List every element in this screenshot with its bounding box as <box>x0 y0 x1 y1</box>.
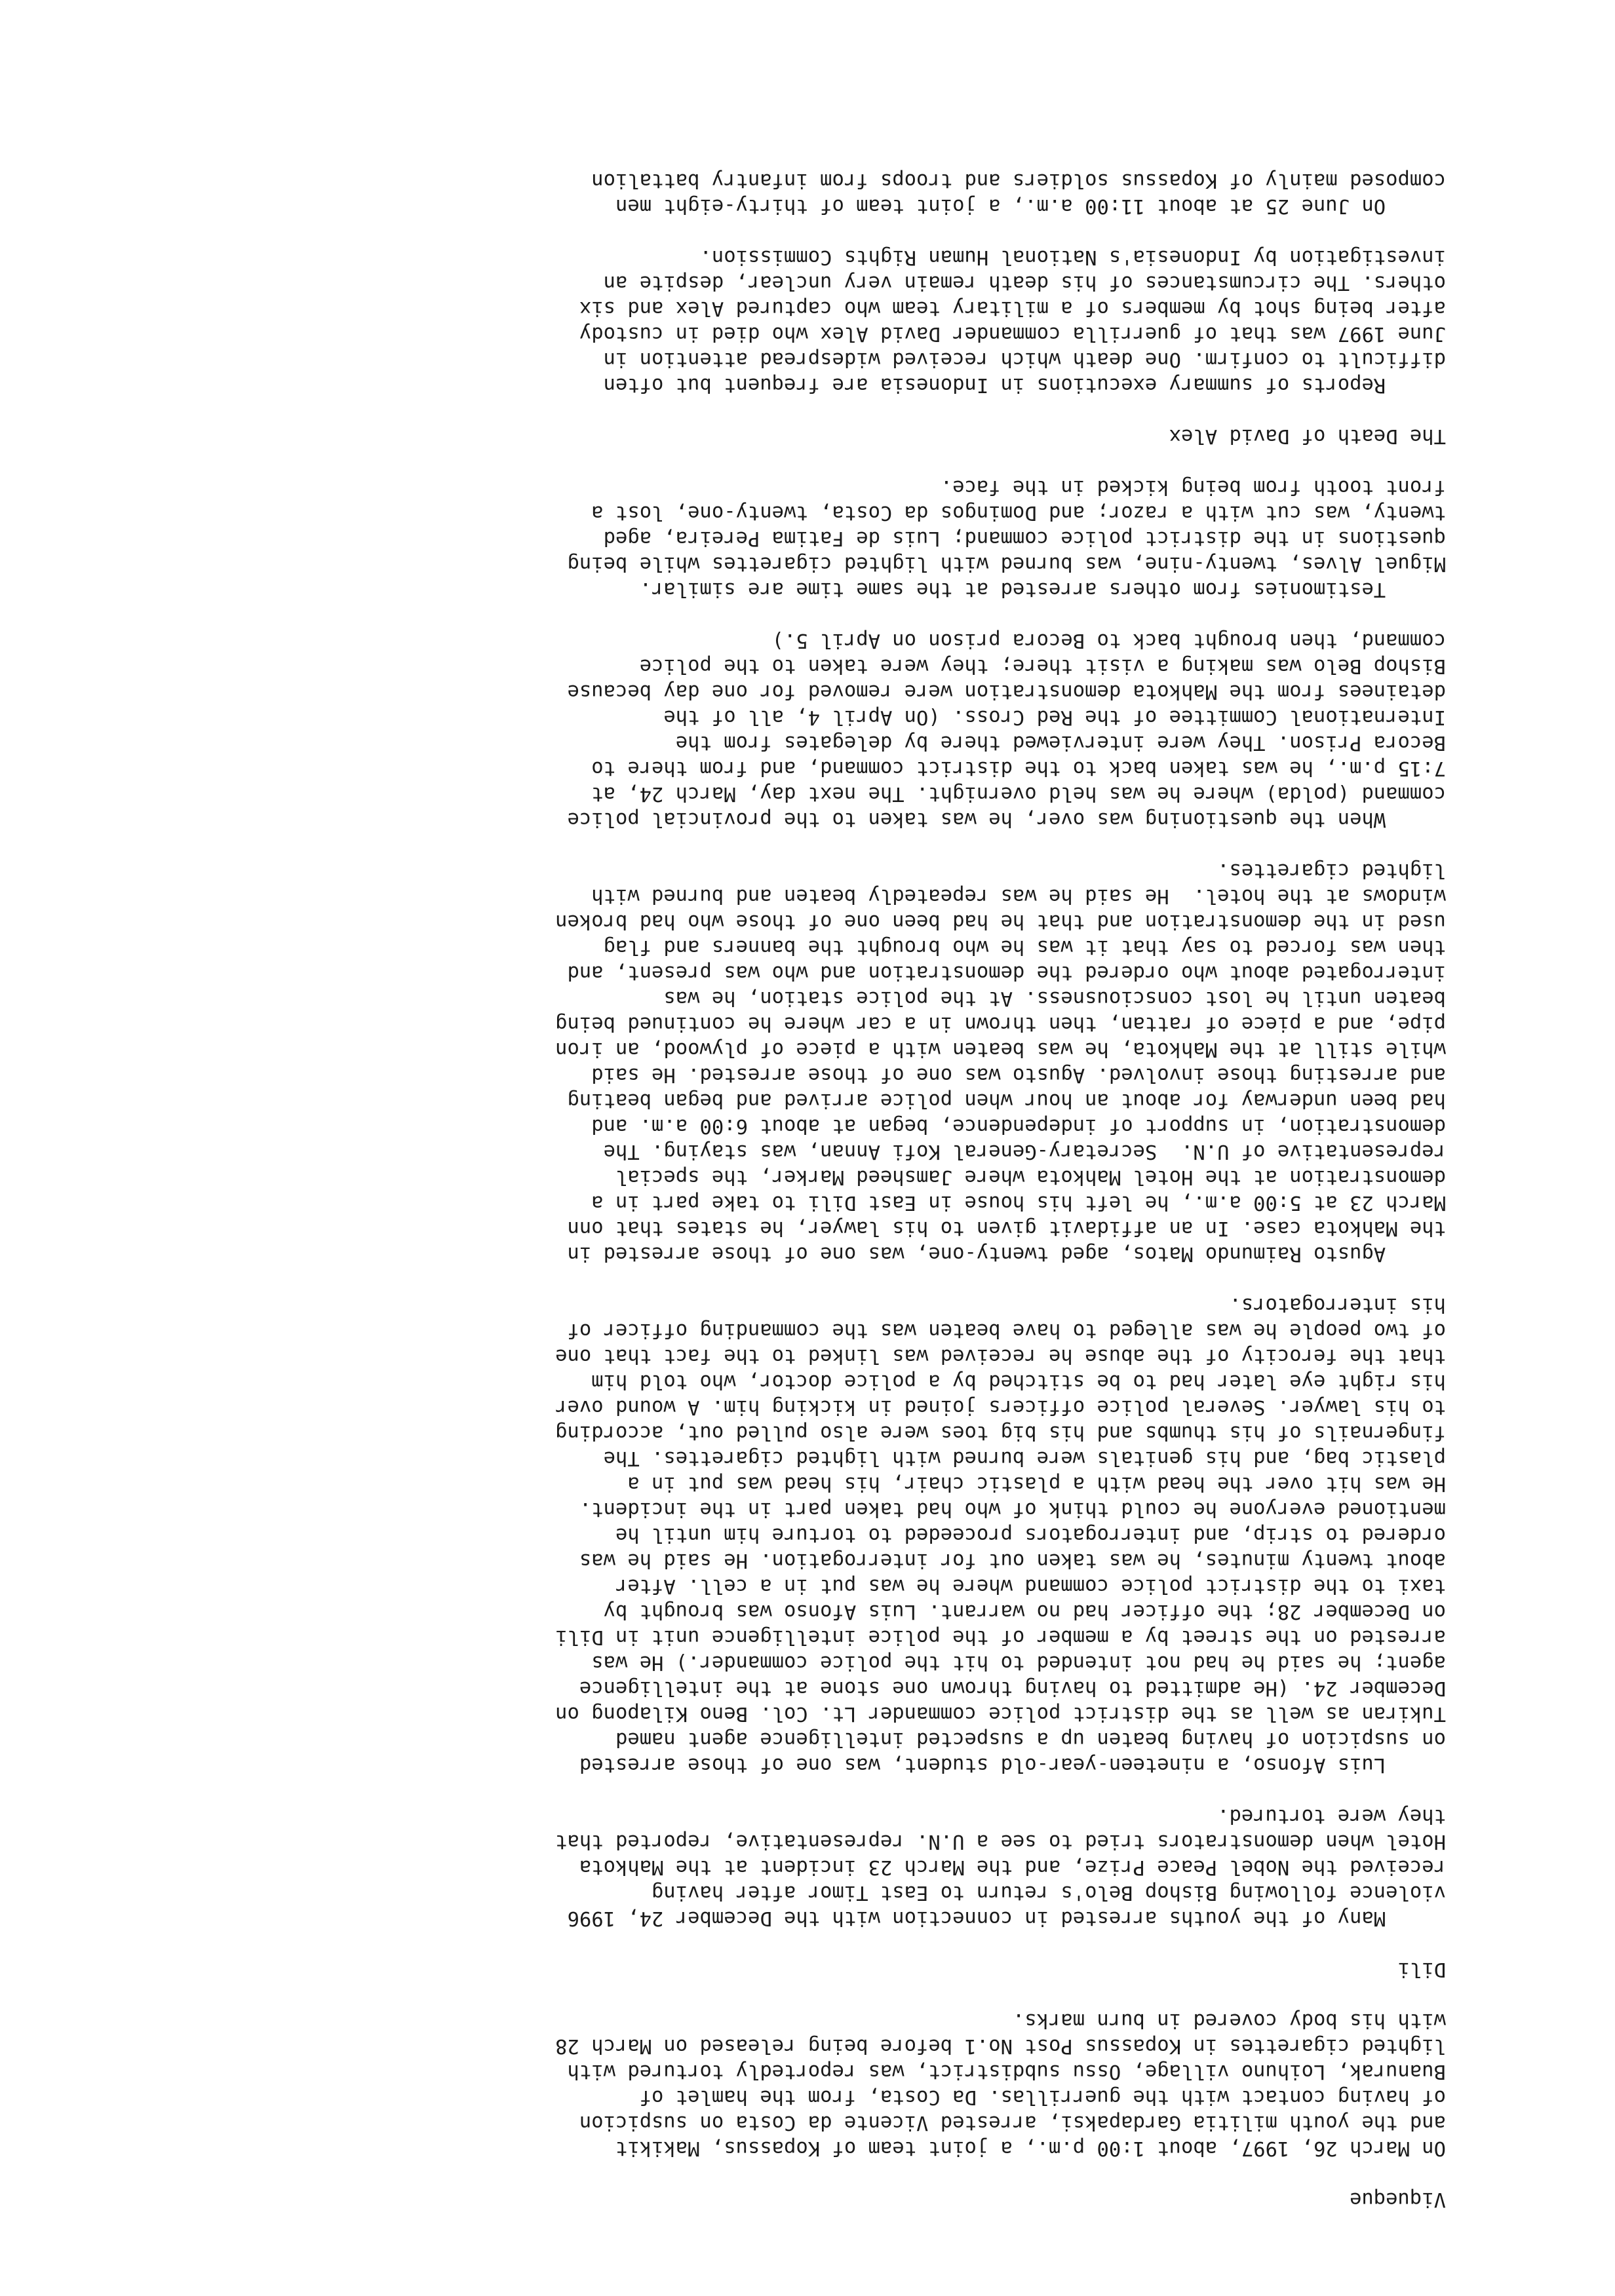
paragraph <box>148 858 1446 1267</box>
paragraph <box>148 1803 1446 1931</box>
text-line: December 24. (He admitted to having thrown one stone at the intelligence <box>579 1677 1446 1700</box>
text-line: When the questioning was over, he was taken to the provincial police <box>567 808 1446 831</box>
text-line: of two people he was alleged to have beaten was the commanding officer of <box>567 1319 1446 1342</box>
text-line: detainees from the Mahkota demonstration were removed for one day because <box>567 680 1446 703</box>
text-line: demonstration at the Hotel Mahkota where Jamsheed Marker, the special <box>615 1166 1446 1189</box>
text-line: Tukiran as well as the district police commander Lt. Col. Beno Kilapong on <box>555 1702 1446 1725</box>
text-line: others. The circumstances of his death remain very unclear, despite an <box>603 271 1446 294</box>
text-line: plastic bag, and his genitals were burned with lighted cigarettes. The <box>603 1447 1446 1470</box>
text-line: representative of U.N. Secretary-General Kofi Annan, was staying. The <box>603 1140 1446 1163</box>
text-line: twenty, was cut with a razor; and Domingos da Costa, twenty-one, lost a <box>591 501 1446 524</box>
text-line: Buanurak, Loihuno village, Ossu subdistrict, was reportedly tortured with <box>567 2060 1446 2083</box>
text-line: Agusto Raimundo Matos, aged twenty-one, was one of those arrested in <box>567 1242 1446 1265</box>
text-line: Hotel when demonstrators tried to see a U.N. representative, reported that <box>555 1830 1446 1853</box>
section-heading: The Death of David Alex <box>1169 425 1446 448</box>
text-line: March 23 at 5:00 a.m., he left his house in East Dili to take part in a <box>591 1191 1446 1214</box>
text-line: Luis Afonso, a nineteen-year-old student, was one of those arrested <box>579 1753 1446 1776</box>
text-line: International Committee of the Red Cross. (On April 4, all of the <box>663 706 1446 729</box>
text-line: difficult to confirm. One death which received widespread attention in <box>603 348 1446 371</box>
text-line: then was forced to say that it was he who brought the banners and flag <box>603 936 1446 959</box>
text-line: about twenty minutes, he was taken out for interrogation. He said he was <box>579 1549 1446 1572</box>
text-line: questions in the district police command; Luis de Fatima Pereira, aged <box>603 527 1446 550</box>
text-line: front tooth from being kicked in the face. <box>940 476 1446 499</box>
text-line: fingernails of his thumbs and his big toes were also pulled out, according <box>555 1421 1446 1444</box>
text-line: On June 25 at about 11:00 a.m., a joint team of thirty-eight men <box>615 195 1446 218</box>
text-line: Bishop Belo was making a visit there; they were taken to the police <box>639 655 1446 678</box>
text-line: his interrogators. <box>1229 1293 1446 1316</box>
text-line: command (polda) where he was held overnight. The next day, March 24, at <box>591 782 1446 805</box>
paragraph <box>148 168 1446 219</box>
text-line: Reports of summary executions in Indonesia are frequent but often <box>603 373 1446 396</box>
text-line: violence following Bishop Belo's return to East Timor after having <box>652 1881 1446 1904</box>
section-heading: Dili <box>1397 1958 1446 1981</box>
paragraph <box>148 628 1446 832</box>
paragraph <box>148 1292 1446 1778</box>
text-line: of having contact with the guerrillas. Da Costa, from the hamlet of <box>639 2086 1446 2109</box>
text-line: had been underway for about an hour when police arrived and began beating <box>567 1089 1446 1112</box>
text-line: windows at the hotel. He said he was repeatedly beaten and burned with <box>591 885 1446 908</box>
text-line: received the Nobel Peace Prize, and the March 23 incident at the Mahkota <box>579 1856 1446 1879</box>
text-line: and arresting those involved. Agusto was one of those arrested. He said <box>591 1063 1446 1086</box>
section-heading: Viqueque <box>1350 2188 1446 2211</box>
text-line: with his body covered in burn marks. <box>1012 2009 1446 2032</box>
text-line: 7:15 p.m., he was taken back to the district command, and from there to <box>591 757 1446 780</box>
text-line: interrogated about who ordered the demonstration and who was present, and <box>567 961 1446 984</box>
text-line: Many of the youths arrested in connection with the December 24, 1996 <box>567 1907 1446 1930</box>
text-line: used in the demonstration and that he had been one of those who had broken <box>555 910 1446 933</box>
text-line: lighted cigarettes in Kopassus Post No.1 before being released on March 28 <box>555 2035 1446 2057</box>
text-line: On March 26, 1997, about 1:00 p.m., a joint team of Kopassus, Makikit <box>615 2137 1446 2160</box>
text-line: to his lawyer. Several police officers joined in kicking him. A wound over <box>555 1396 1446 1419</box>
text-line: mentioned everyone he could think of who had taken part in the incident. <box>579 1498 1446 1521</box>
text-line: after being shot by members of a military team who captured Alex and six <box>579 297 1446 320</box>
text-line: the Mahkota case. In an affidavit given to his lawyer, he states that onn <box>567 1217 1446 1240</box>
text-line: beaten until he lost consciousness. At the police station, he was <box>663 987 1446 1010</box>
text-line: that the ferocity of the abuse he received was linked to the fact that one <box>555 1345 1446 1368</box>
text-line: investigation by Indonesia's National Human Rights Commission. <box>699 246 1446 269</box>
paragraph <box>148 2008 1446 2161</box>
text-line: He was hit over the head with a plastic chair, his head was put in a <box>627 1472 1446 1495</box>
text-line: taxi to the district police command where he was put in a cell. After <box>615 1575 1446 1598</box>
text-line: Miguel Alves, twenty-nine, was burned with lighted cigarettes while being <box>567 552 1446 575</box>
text-line: demonstration, in support of independence, began at about 6:00 a.m. and <box>591 1115 1446 1138</box>
text-line: and the youth militia Gardapaksi, arrested Vicente da Costa on suspicion <box>579 2111 1446 2134</box>
text-line: on suspicion of having beaten up a suspected intelligence agent named <box>615 1728 1446 1751</box>
document-body <box>148 168 1446 2212</box>
text-line: June 1997 was that of guerrilla commander David Alex who died in custody <box>579 322 1446 345</box>
text-line: command, then brought back to Becora prison on April 5.) <box>771 629 1446 652</box>
text-line: while still at the Mahkota, he was beaten with a piece of plywood, an iron <box>555 1038 1446 1061</box>
text-line: arrested on the street by a member of the police intelligence unit in Dili <box>555 1626 1446 1649</box>
text-line: agent; he said he had not intended to hit the police commander.) He was <box>591 1651 1446 1674</box>
text-line: composed mainly of Kopassus soldiers and troops from infantry battalion <box>591 169 1446 192</box>
text-line: they were tortured. <box>1217 1805 1446 1827</box>
text-line: Testimonies from others arrested at the same time are similar. <box>639 578 1446 601</box>
text-line: lighted cigarettes. <box>1217 859 1446 882</box>
text-line: ordered to strip, and interrogators proceeded to torture him until he <box>615 1523 1446 1546</box>
paragraph <box>148 474 1446 602</box>
text-line: pipe, and a piece of rattan, then thrown in a car where he continued being <box>555 1012 1446 1035</box>
text-line: Becora Prison. They were interviewed there by delegates from the <box>675 731 1446 754</box>
paragraph <box>148 244 1446 398</box>
text-line: his right eye later had to be stitched by a police doctor, who told him <box>591 1370 1446 1393</box>
text-line: on December 28; the officer had no warrant. Luis Afonso was brought by <box>603 1600 1446 1623</box>
